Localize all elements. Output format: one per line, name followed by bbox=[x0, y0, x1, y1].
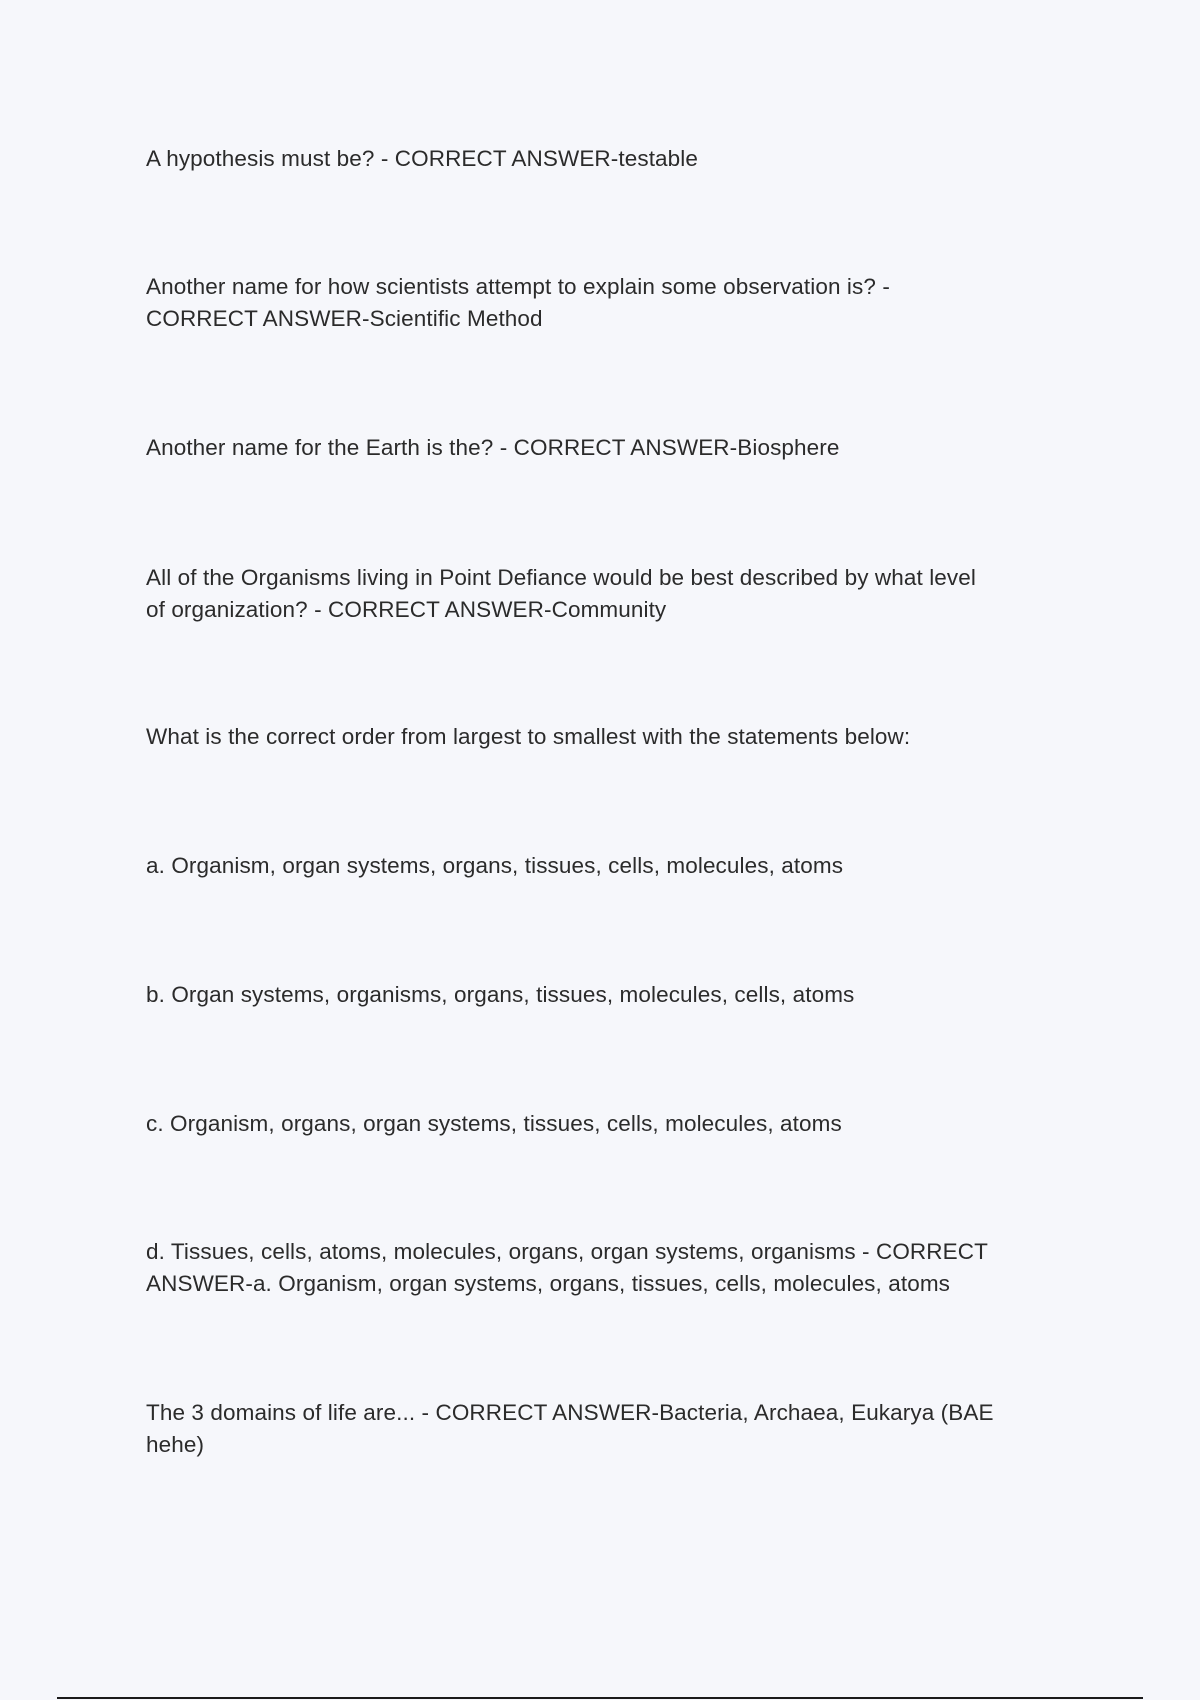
option-a bbox=[146, 850, 1066, 882]
text-line: What is the correct order from largest to smallest with the statements below: bbox=[146, 724, 911, 749]
question-hypothesis bbox=[146, 143, 1066, 175]
text-line: CORRECT ANSWER-Scientific Method bbox=[146, 306, 543, 331]
text-line: ANSWER-a. Organism, organ systems, organs, tissues, cells, molecules, atoms bbox=[146, 1271, 951, 1296]
page-divider bbox=[57, 1697, 1143, 1699]
option-b bbox=[146, 979, 1066, 1011]
question-order-prompt bbox=[146, 721, 1066, 753]
text-line: d. Tissues, cells, atoms, molecules, organs, organ systems, organisms - CORRECT bbox=[146, 1239, 988, 1264]
text-line: of organization? - CORRECT ANSWER-Community bbox=[146, 597, 667, 622]
question-scientific-method bbox=[146, 271, 1066, 335]
text-line: b. Organ systems, organisms, organs, tissues, molecules, cells, atoms bbox=[146, 982, 855, 1007]
question-community bbox=[146, 562, 1066, 626]
text-line: The 3 domains of life are... - CORRECT ANSWER-Bacteria, Archaea, Eukarya (BAE bbox=[146, 1400, 994, 1425]
text-line: A hypothesis must be? - CORRECT ANSWER-testable bbox=[146, 146, 698, 171]
text-line: Another name for how scientists attempt to explain some observation is? - bbox=[146, 274, 890, 299]
text-line: a. Organism, organ systems, organs, tissues, cells, molecules, atoms bbox=[146, 853, 844, 878]
text-line: hehe) bbox=[146, 1432, 205, 1457]
question-domains-of-life bbox=[146, 1397, 1066, 1461]
text-line: Another name for the Earth is the? - CORRECT ANSWER-Biosphere bbox=[146, 435, 840, 460]
option-d-with-answer bbox=[146, 1236, 1066, 1300]
question-biosphere bbox=[146, 432, 1066, 464]
option-c bbox=[146, 1108, 1066, 1140]
text-line: c. Organism, organs, organ systems, tissues, cells, molecules, atoms bbox=[146, 1111, 842, 1136]
text-line: All of the Organisms living in Point Defiance would be best described by what level bbox=[146, 565, 976, 590]
